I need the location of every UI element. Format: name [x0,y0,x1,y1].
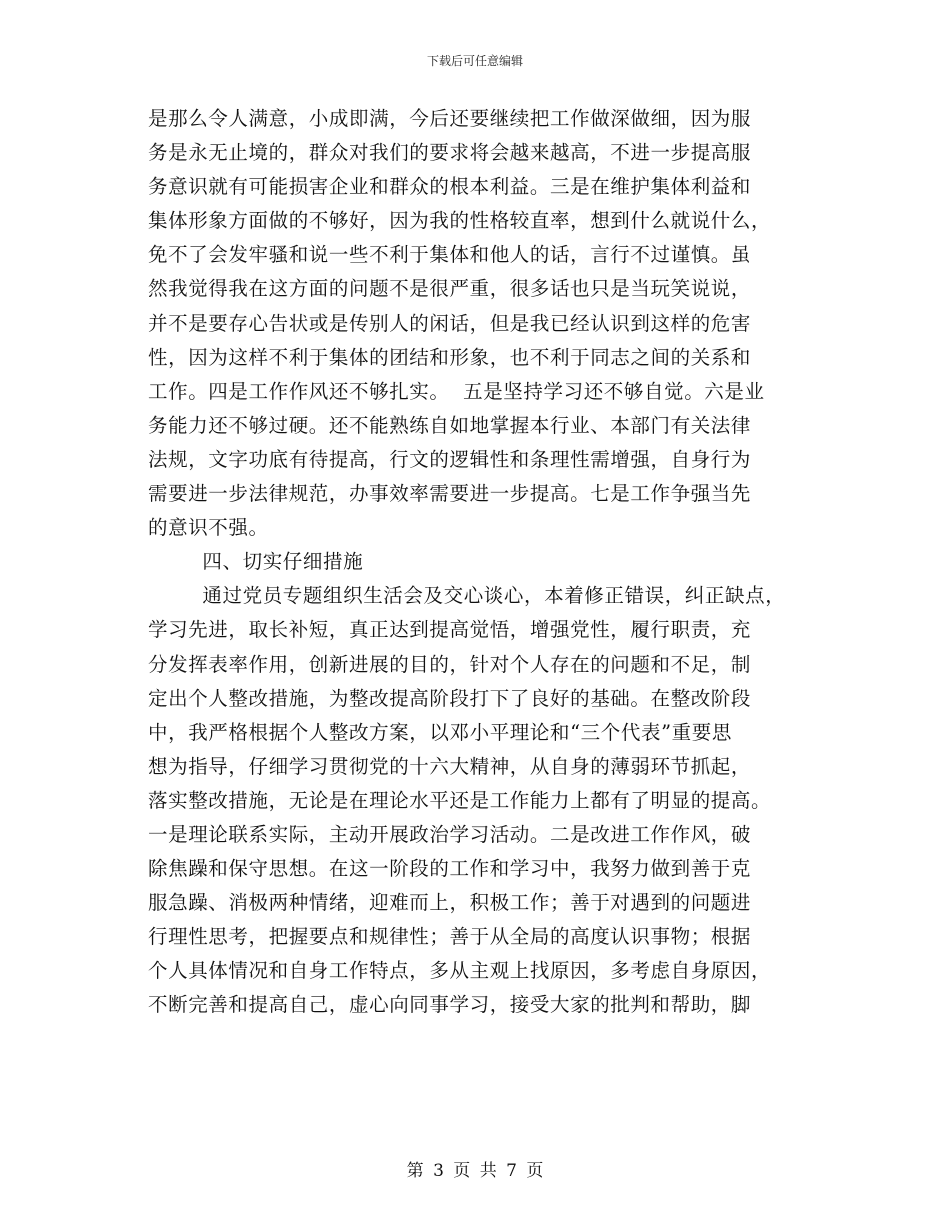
text-line: 个人具体情况和自身工作特点，多从主观上找原因，多考虑自身原因， [148,959,772,983]
text-line: 四、切实仔细措施 [148,550,364,574]
text-line: 中，我严格根据个人整改方案，以邓小平理论和“三个代表”重要思 [148,720,732,744]
text-line: 免不了会发牢骚和说一些不利于集体和他人的话，言行不过谨慎。虽 [148,243,752,267]
page-footer-number: 第 3 页 共 7 页 [406,1161,544,1181]
text-line: 除焦躁和保守思想。在这一阶段的工作和学习中，我努力做到善于克 [148,857,752,881]
text-line: 的意识不强。 [148,516,269,540]
text-line: 行理性思考，把握要点和规律性；善于从全局的高度认识事物；根据 [148,925,752,949]
text-line: 务是永无止境的，群众对我们的要求将会越来越高，不进一步提高服 [148,141,752,165]
text-line: 服急躁、消极两种情绪，迎难而上，积极工作；善于对遇到的问题进 [148,891,752,915]
body-text [148,102,808,1023]
text-line: 法规，文字功底有待提高，行文的逻辑性和条理性需增强，自身行为 [148,447,752,471]
text-line: 分发挥表率作用，创新进展的目的，针对个人存在的问题和不足，制 [148,652,752,676]
text-line: 落实整改措施，无论是在理论水平还是工作能力上都有了明显的提高。 [148,788,772,812]
text-line: 是那么令人满意，小成即满，今后还要继续把工作做深做细，因为服 [148,107,752,130]
text-line: 学习先进，取长补短，真正达到提高觉悟，增强党性，履行职责，充 [148,618,752,642]
text-line: 务能力还不够过硬。还不能熟练自如地掌握本行业、本部门有关法律 [148,413,752,437]
text-line: 通过党员专题组织生活会及交心谈心，本着修正错误，纠正缺点， [148,584,786,608]
text-line: 集体形象方面做的不够好，因为我的性格较直率，想到什么就说什么， [148,209,772,233]
text-line: 不断完善和提高自己，虚心向同事学习，接受大家的批判和帮助，脚 [148,993,752,1017]
text-line: 并不是要存心告状或是传别人的闲话，但是我已经认识到这样的危害 [148,311,752,335]
text-line: 工作。四是工作作风还不够扎实。 五是坚持学习还不够自觉。六是业 [148,379,765,403]
text-line: 务意识就有可能损害企业和群众的根本利益。三是在维护集体利益和 [148,175,752,199]
text-line: 性，因为这样不利于集体的团结和形象，也不利于同志之间的关系和 [148,345,752,369]
text-line: 需要进一步法律规范，办事效率需要进一步提高。七是工作争强当先 [148,482,752,506]
page-header-note: 下载后可任意编辑 [426,54,523,68]
text-line: 一是理论联系实际，主动开展政治学习活动。二是改进工作作风，破 [148,822,752,846]
text-line: 定出个人整改措施，为整改提高阶段打下了良好的基础。在整改阶段 [148,686,752,710]
text-line: 想为指导，仔细学习贯彻党的十六大精神，从自身的薄弱环节抓起， [148,754,752,778]
text-line: 然我觉得我在这方面的问题不是很严重，很多话也只是当玩笑说说， [148,277,752,301]
